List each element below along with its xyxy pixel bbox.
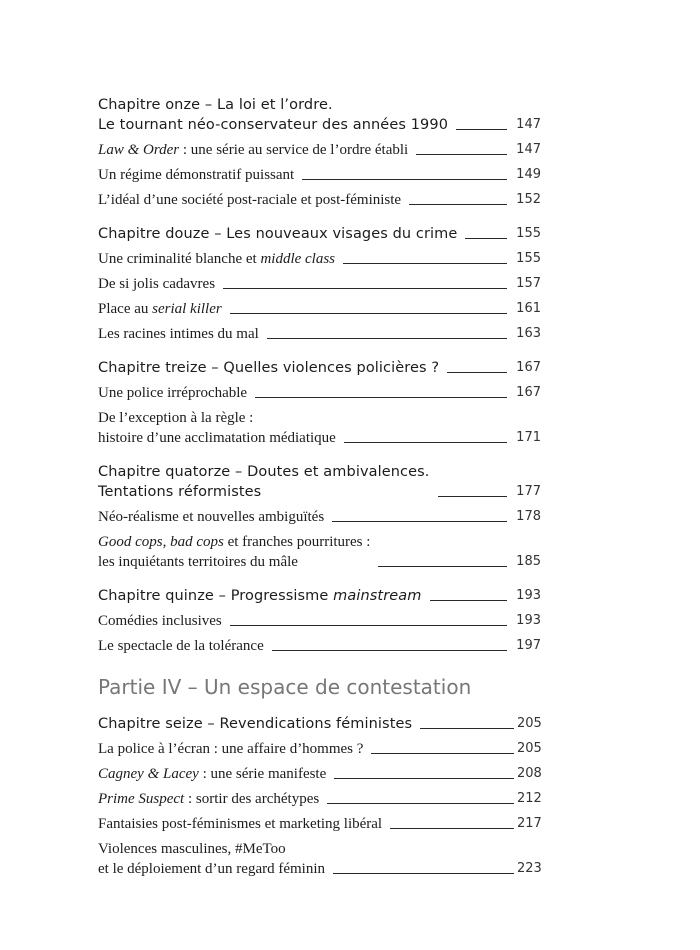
leader-line bbox=[327, 803, 514, 804]
page-number: 193 bbox=[516, 613, 541, 628]
section-entry[interactable] bbox=[98, 739, 541, 759]
chapter-title bbox=[98, 586, 422, 606]
chapter-block bbox=[98, 95, 541, 210]
chapter-entry[interactable] bbox=[98, 95, 541, 135]
chapter-entry[interactable] bbox=[98, 358, 541, 378]
text-run: histoire d’une acclimatation médiatique bbox=[98, 430, 336, 446]
page-number: 193 bbox=[516, 588, 541, 603]
leader-line bbox=[438, 496, 507, 497]
page-number: 197 bbox=[516, 638, 541, 653]
title-line bbox=[98, 428, 336, 448]
leader-line bbox=[343, 263, 507, 264]
leader-line bbox=[230, 625, 507, 626]
title-line bbox=[98, 739, 363, 759]
page-number: 147 bbox=[516, 142, 541, 157]
leader-line bbox=[378, 566, 507, 567]
text-run: Place au bbox=[98, 301, 153, 317]
page-number: 147 bbox=[516, 117, 541, 132]
section-title bbox=[98, 324, 259, 344]
chapter-title bbox=[98, 462, 430, 502]
text-run: Chapitre treize – Quelles violences policières ? bbox=[98, 360, 440, 376]
leader-line bbox=[447, 372, 507, 373]
chapter-title bbox=[98, 358, 439, 378]
page-number: 167 bbox=[516, 385, 541, 400]
title-line bbox=[98, 552, 370, 572]
title-line bbox=[98, 636, 264, 656]
section-title bbox=[98, 611, 222, 631]
leader-line bbox=[334, 778, 514, 779]
text-run: : sortir des archétypes bbox=[184, 791, 320, 807]
page-number: 205 bbox=[517, 741, 542, 756]
text-run: Tentations réformistes bbox=[98, 484, 262, 500]
title-line bbox=[98, 482, 430, 502]
page-number: 223 bbox=[517, 861, 542, 876]
title-line bbox=[98, 140, 408, 160]
leader-line bbox=[390, 828, 514, 829]
part-title: Partie IV – Un espace de contestation bbox=[98, 675, 472, 699]
section-entry[interactable] bbox=[98, 274, 541, 294]
chapter-block bbox=[98, 358, 541, 448]
page-number: 185 bbox=[516, 554, 541, 569]
text-run: , bbox=[162, 534, 171, 550]
text-run: Les racines intimes du mal bbox=[98, 326, 259, 342]
chapter-block bbox=[98, 586, 541, 656]
leader-line bbox=[255, 397, 507, 398]
text-run: L’idéal d’une société post-raciale et post-féministe bbox=[98, 192, 402, 208]
section-entry[interactable] bbox=[98, 383, 541, 403]
title-line bbox=[98, 507, 324, 527]
text-run: Chapitre quatorze – Doutes et ambivalences. bbox=[98, 464, 430, 480]
title-line bbox=[98, 611, 222, 631]
section-entry[interactable] bbox=[98, 611, 541, 631]
title-line bbox=[98, 839, 325, 859]
section-entry[interactable] bbox=[98, 839, 541, 879]
text-run: Néo-réalisme et nouvelles ambiguïtés bbox=[98, 509, 325, 525]
section-entry[interactable] bbox=[98, 814, 541, 834]
title-line bbox=[98, 789, 319, 809]
page-number: 167 bbox=[516, 360, 541, 375]
section-entry[interactable] bbox=[98, 789, 541, 809]
chapter-entry[interactable] bbox=[98, 224, 541, 244]
text-run: De si jolis cadavres bbox=[98, 276, 216, 292]
page-number: 163 bbox=[516, 326, 541, 341]
section-entry[interactable] bbox=[98, 532, 541, 572]
page-number: 152 bbox=[516, 192, 541, 207]
section-title bbox=[98, 408, 336, 448]
text-run: De l’exception à la règle : bbox=[98, 410, 254, 426]
section-title bbox=[98, 140, 408, 160]
title-line bbox=[98, 165, 294, 185]
italic-text: Cagney & Lacey bbox=[98, 766, 199, 782]
leader-line bbox=[267, 338, 507, 339]
chapter-block bbox=[98, 714, 541, 879]
leader-line bbox=[416, 154, 507, 155]
leader-line bbox=[420, 728, 514, 729]
section-entry[interactable] bbox=[98, 140, 541, 160]
text-run: Fantaisies post-féminismes et marketing libéral bbox=[98, 816, 383, 832]
section-entry[interactable] bbox=[98, 636, 541, 656]
title-line bbox=[98, 249, 335, 269]
leader-line bbox=[409, 204, 507, 205]
italic-text: middle class bbox=[260, 251, 336, 267]
text-run: Chapitre quinze – Progressisme bbox=[98, 588, 334, 604]
leader-line bbox=[456, 129, 507, 130]
leader-line bbox=[230, 313, 507, 314]
chapter-title bbox=[98, 95, 448, 135]
leader-line bbox=[223, 288, 507, 289]
section-entry[interactable] bbox=[98, 249, 541, 269]
title-line bbox=[98, 299, 222, 319]
page-number: 205 bbox=[517, 716, 542, 731]
page-number: 155 bbox=[516, 251, 541, 266]
title-line bbox=[98, 462, 430, 482]
page-number: 149 bbox=[516, 167, 541, 182]
italic-text: mainstream bbox=[333, 588, 422, 604]
section-entry[interactable] bbox=[98, 507, 541, 527]
italic-text: Prime Suspect bbox=[98, 791, 185, 807]
title-line bbox=[98, 764, 326, 784]
part-chapter-list bbox=[98, 714, 541, 879]
page-number: 208 bbox=[517, 766, 542, 781]
section-entry[interactable] bbox=[98, 299, 541, 319]
text-run: Violences masculines, #MeToo bbox=[98, 841, 286, 857]
section-entry[interactable] bbox=[98, 764, 541, 784]
italic-text: serial killer bbox=[152, 301, 222, 317]
section-entry[interactable] bbox=[98, 165, 541, 185]
text-run: et le déploiement d’un regard féminin bbox=[98, 861, 325, 877]
section-title bbox=[98, 383, 247, 403]
section-title bbox=[98, 532, 370, 572]
title-line bbox=[98, 115, 448, 135]
section-title bbox=[98, 299, 222, 319]
title-line bbox=[98, 814, 382, 834]
page-number: 177 bbox=[516, 484, 541, 499]
section-entry[interactable] bbox=[98, 324, 541, 344]
page-number: 178 bbox=[516, 509, 541, 524]
title-line bbox=[98, 859, 325, 879]
text-run: et franches pourritures : bbox=[223, 534, 371, 550]
title-line bbox=[98, 408, 336, 428]
section-title bbox=[98, 274, 215, 294]
title-line bbox=[98, 224, 457, 244]
italic-text: bad cops bbox=[170, 534, 224, 550]
section-entry[interactable] bbox=[98, 190, 541, 210]
section-title bbox=[98, 814, 382, 834]
leader-line bbox=[371, 753, 514, 754]
section-title bbox=[98, 764, 326, 784]
section-title bbox=[98, 507, 324, 527]
leader-line bbox=[332, 521, 507, 522]
text-run: : une série manifeste bbox=[198, 766, 327, 782]
title-line bbox=[98, 358, 439, 378]
title-line bbox=[98, 274, 215, 294]
page-number: 157 bbox=[516, 276, 541, 291]
section-title bbox=[98, 789, 319, 809]
text-run: La police à l’écran : une affaire d’hommes ? bbox=[98, 741, 364, 757]
chapter-block bbox=[98, 462, 541, 572]
page-number: 161 bbox=[516, 301, 541, 316]
title-line bbox=[98, 586, 422, 606]
chapter-entry[interactable] bbox=[98, 462, 541, 502]
section-title bbox=[98, 839, 325, 879]
chapter-block bbox=[98, 224, 541, 344]
page-number: 171 bbox=[516, 430, 541, 445]
chapter-entry[interactable] bbox=[98, 586, 541, 606]
text-run: Le tournant néo-conservateur des années 1990 bbox=[98, 117, 449, 133]
section-title bbox=[98, 165, 294, 185]
italic-text: Good cops bbox=[98, 534, 163, 550]
title-line bbox=[98, 324, 259, 344]
leader-line bbox=[430, 600, 508, 601]
leader-line bbox=[333, 873, 514, 874]
page-number: 155 bbox=[516, 226, 541, 241]
chapter-entry[interactable] bbox=[98, 714, 541, 734]
chapter-list bbox=[98, 95, 541, 656]
section-title bbox=[98, 739, 363, 759]
leader-line bbox=[272, 650, 507, 651]
chapter-title bbox=[98, 714, 412, 734]
text-run: : une série au service de l’ordre établi bbox=[179, 142, 409, 158]
title-line bbox=[98, 714, 412, 734]
section-entry[interactable] bbox=[98, 408, 541, 448]
title-line bbox=[98, 383, 247, 403]
text-run: Chapitre seize – Revendications féministes bbox=[98, 716, 413, 732]
section-title bbox=[98, 190, 401, 210]
text-run: Une criminalité blanche et bbox=[98, 251, 261, 267]
leader-line bbox=[344, 442, 507, 443]
section-title bbox=[98, 249, 335, 269]
page-number: 217 bbox=[517, 816, 542, 831]
text-run: Un régime démonstratif puissant bbox=[98, 167, 295, 183]
leader-line bbox=[302, 179, 507, 180]
text-run: Le spectacle de la tolérance bbox=[98, 638, 264, 654]
leader-line bbox=[465, 238, 507, 239]
italic-text: Law & Order bbox=[98, 142, 180, 158]
chapter-title bbox=[98, 224, 457, 244]
text-run: Chapitre onze – La loi et l’ordre. bbox=[98, 97, 333, 113]
title-line bbox=[98, 190, 401, 210]
title-line bbox=[98, 532, 370, 552]
text-run: Comédies inclusives bbox=[98, 613, 222, 629]
table-of-contents bbox=[98, 95, 541, 893]
title-line bbox=[98, 95, 448, 115]
page-number: 212 bbox=[517, 791, 542, 806]
text-run: Chapitre douze – Les nouveaux visages du crime bbox=[98, 226, 458, 242]
text-run: les inquiétants territoires du mâle bbox=[98, 554, 298, 570]
text-run: Une police irréprochable bbox=[98, 385, 248, 401]
section-title bbox=[98, 636, 264, 656]
